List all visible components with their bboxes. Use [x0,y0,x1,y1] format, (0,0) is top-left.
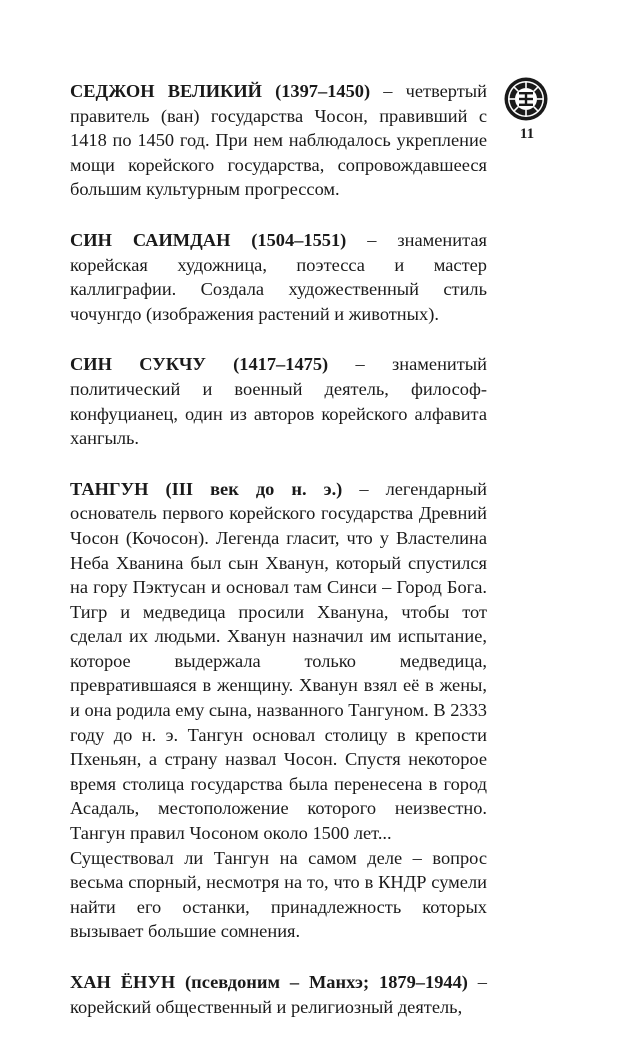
glossary-entry [70,477,487,944]
glossary-entry [70,79,487,202]
entry-term: ТАНГУН (III век до н. э.) [70,478,343,499]
glossary-entry [70,352,487,450]
circular-ornament-icon [503,76,549,122]
entry-term: СИН САИМДАН (1504–1551) [70,229,347,250]
entry-continuation: Существовал ли Тангун на самом деле – вопрос весьма спорный, несмотря на то, что в КНДР сумели найти его останки, принадлежность которых вызывает большие сомнения. [70,847,487,942]
entry-term: СЕДЖОН ВЕЛИКИЙ (1397–1450) [70,81,371,101]
entry-text: – четвертый правитель (ван) государства Чосон, правивший с 1418 по 1450 год. При нем наблюдалось укрепление мощи корейского государства, сопровождавшееся большим культурным прогрессом. [70,81,487,200]
entry-text: – знаменитый политический и военный деятель, философ-конфуцианец, один из авторов корейского алфавита хангыль. [70,354,487,449]
page-number: 11 [519,126,535,142]
entry-text: – знаменитая корейская художница, поэтесса и мастер каллиграфии. Создала художественный стиль чочунгдо (изображения растений и животных). [70,229,488,324]
entry-term: ХАН ЁНУН (псевдоним – Манхэ; 1879–1944) [70,972,468,992]
entry-paragraph [70,970,487,1019]
entry-paragraph [70,79,487,202]
glossary-entry [70,228,487,326]
entry-term: СИН СУКЧУ (1417–1475) [70,354,329,375]
glossary-entry [70,970,487,1019]
glossary-content [70,79,487,1045]
entry-paragraph [70,352,487,450]
entry-paragraph [70,477,487,846]
entry-text: – легендарный основатель первого корейского государства Древний Чосон (Кочосон). Легенда гласит, что у Властелина Неба Хванина был сын Хванун, который спустился на гору Пэктусан и основал там Синси – Город Бога. Тигр и медведица просили Хвануна, чтобы тот сделал их людьми. Хванун назначил им испытание, которое выдержала только медведица, превратившаяся в женщину. Хванун взял её в жены, и она родила ему сына, названного Тангуном. В 2333 году до н. э. Тангун основал столицу в крепости Пхеньян, а страну назвал Чосон. Спустя некоторое время столица государства была перенесена в город Асадаль, местоположение которого неизвестно. Тангун правил Чосоном около 1500 лет... [70,478,487,844]
entry-text: – корейский общественный и религиозный деятель, [70,972,487,1017]
entry-paragraph [70,228,487,326]
